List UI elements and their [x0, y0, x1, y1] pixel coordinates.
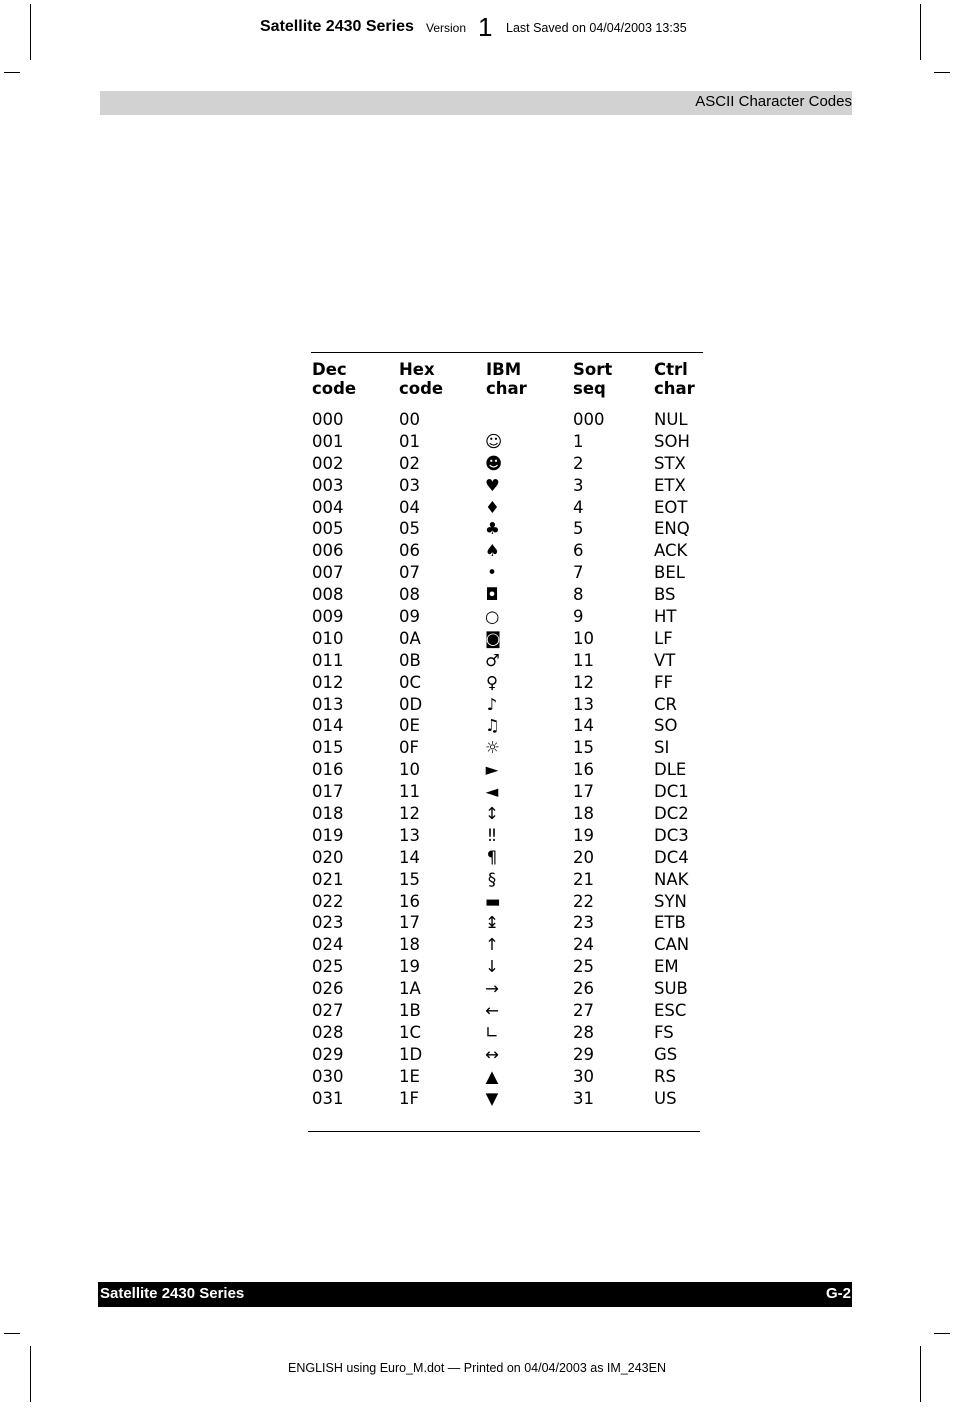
ibm-char-cell: ∟ [485, 1022, 499, 1042]
sort-seq-cell: 15 [573, 738, 594, 758]
ibm-char-cell: ▼ [485, 1088, 499, 1108]
table-row [311, 759, 703, 781]
hex-code-cell: 04 [399, 497, 420, 517]
ibm-char-cell: ↕ [485, 804, 499, 824]
crop-mark [4, 72, 20, 73]
table-row [311, 1000, 703, 1022]
dec-code-cell: 007 [312, 563, 344, 583]
ctrl-char-cell: SO [654, 716, 678, 736]
dec-code-cell: 002 [312, 453, 344, 473]
table-row [311, 825, 703, 847]
ibm-char-cell: ▲ [485, 1066, 499, 1086]
ibm-char-cell: ◘ [485, 585, 499, 605]
sort-seq-cell: 25 [573, 957, 594, 977]
ctrl-char-cell: BEL [654, 563, 685, 583]
table-row [311, 803, 703, 825]
ibm-char-cell: ♂ [485, 650, 500, 670]
crop-mark [934, 1333, 950, 1334]
dec-code-cell: 024 [312, 935, 344, 955]
hex-code-cell: 00 [399, 410, 420, 429]
hex-code-cell: 16 [399, 891, 420, 911]
ctrl-char-cell: SOH [654, 431, 690, 451]
header-version-label: Version [426, 21, 467, 35]
ctrl-char-cell: SI [654, 738, 670, 758]
ctrl-char-cell: FS [654, 1022, 674, 1042]
col-header-hex: Hex code [399, 360, 444, 398]
table-row [311, 540, 703, 562]
hex-code-cell: 0E [399, 716, 420, 736]
sort-seq-cell: 000 [573, 410, 605, 429]
table-row [311, 584, 703, 606]
ibm-char-cell: ◙ [485, 628, 502, 648]
table-top-rule [311, 352, 703, 353]
ibm-char-cell: ♪ [486, 694, 498, 714]
dec-code-cell: 021 [312, 869, 344, 889]
table-row [311, 650, 703, 672]
crop-mark [4, 1333, 20, 1334]
sort-seq-cell: 1 [573, 431, 584, 451]
dec-code-cell: 010 [312, 628, 344, 648]
ibm-char-cell: • [487, 563, 497, 583]
ibm-char-cell: ↨ [485, 913, 499, 933]
dec-code-cell: 006 [312, 541, 344, 561]
ctrl-char-cell: DC1 [654, 782, 689, 802]
ibm-char-cell: ▬ [485, 891, 501, 911]
table-row [311, 562, 703, 584]
ctrl-char-cell: BS [654, 585, 676, 605]
table-row [311, 934, 703, 956]
dec-code-cell: 003 [312, 475, 344, 495]
hex-code-cell: 03 [399, 475, 420, 495]
print-info: ENGLISH using Euro_M.dot — Printed on 04/04/2003 as IM_243EN [288, 1361, 666, 1375]
dec-code-cell: 029 [312, 1044, 344, 1064]
dec-code-cell: 023 [312, 913, 344, 933]
dec-code-cell: 012 [312, 672, 344, 692]
hex-code-cell: 12 [399, 804, 420, 824]
hex-code-cell: 17 [399, 913, 420, 933]
dec-code-cell: 000 [312, 410, 344, 429]
table-body [311, 409, 703, 1110]
dec-code-cell: 004 [312, 497, 344, 517]
sort-seq-cell: 30 [573, 1066, 594, 1086]
col-header-ctrl: Ctrl char [654, 360, 695, 398]
sort-seq-cell: 4 [573, 497, 584, 517]
ibm-char-cell: ☺ [485, 431, 503, 451]
dec-code-cell: 009 [312, 607, 344, 627]
ctrl-char-cell: LF [654, 628, 673, 648]
document-header [0, 12, 954, 42]
sort-seq-cell: 3 [573, 475, 584, 495]
dec-code-cell: 015 [312, 738, 344, 758]
sort-seq-cell: 28 [573, 1022, 594, 1042]
ibm-char-cell: ♫ [485, 716, 500, 736]
sort-seq-cell: 14 [573, 716, 594, 736]
ibm-char-cell: ♀ [485, 672, 499, 692]
ibm-char-cell: ‼ [487, 825, 496, 845]
dec-code-cell: 005 [312, 519, 344, 539]
ctrl-char-cell: ETB [654, 913, 686, 933]
sort-seq-cell: 29 [573, 1044, 594, 1064]
ctrl-char-cell: VT [654, 650, 676, 670]
hex-code-cell: 09 [399, 607, 420, 627]
ctrl-char-cell: HT [654, 607, 677, 627]
ctrl-char-cell: NAK [654, 869, 689, 889]
dec-code-cell: 001 [312, 431, 344, 451]
ctrl-char-cell: STX [654, 453, 686, 473]
table-row [311, 715, 703, 737]
hex-code-cell: 10 [399, 760, 420, 780]
header-title: Satellite 2430 Series [260, 18, 414, 35]
ctrl-char-cell: CAN [654, 935, 690, 955]
ctrl-char-cell: US [654, 1088, 677, 1108]
ctrl-char-cell: RS [654, 1066, 676, 1086]
ibm-char-cell: → [485, 979, 499, 999]
ibm-char-cell: ☻ [485, 453, 503, 473]
hex-code-cell: 0A [399, 628, 421, 648]
col-header-ibm: IBM char [486, 360, 527, 398]
sort-seq-cell: 21 [573, 869, 594, 889]
sort-seq-cell: 6 [573, 541, 584, 561]
ibm-char-cell: ↑ [485, 935, 499, 955]
hex-code-cell: 13 [399, 825, 420, 845]
section-title: ASCII Character Codes [695, 93, 852, 110]
dec-code-cell: 027 [312, 1001, 344, 1021]
footer-title: Satellite 2430 Series [100, 1285, 245, 1302]
ctrl-char-cell: EOT [654, 497, 688, 517]
dec-code-cell: 014 [312, 716, 344, 736]
table-row [311, 978, 703, 1000]
dec-code-cell: 020 [312, 847, 344, 867]
table-row [311, 847, 703, 869]
table-row [311, 891, 703, 913]
hex-code-cell: 08 [399, 585, 420, 605]
ibm-char-cell: ◄ [485, 782, 499, 802]
sort-seq-cell: 26 [573, 979, 594, 999]
ctrl-char-cell: FF [654, 672, 673, 692]
header-saved: Last Saved on 04/04/2003 13:35 [506, 21, 687, 35]
col-header-dec: Dec code [312, 360, 357, 398]
table-row [311, 694, 703, 716]
ibm-char-cell: ☼ [485, 738, 500, 758]
table-row [311, 737, 703, 759]
table-row [311, 409, 703, 431]
ctrl-char-cell: SYN [654, 891, 687, 911]
dec-code-cell: 030 [312, 1066, 344, 1086]
table-row [311, 1066, 703, 1088]
ctrl-char-cell: ESC [654, 1001, 687, 1021]
col-header-sort: Sort seq [573, 360, 613, 398]
hex-code-cell: 11 [399, 782, 420, 802]
table-row [311, 1022, 703, 1044]
page-number: G-2 [825, 1285, 851, 1302]
ctrl-char-cell: EM [654, 957, 679, 977]
hex-code-cell: 1F [399, 1088, 419, 1108]
dec-code-cell: 019 [312, 825, 344, 845]
hex-code-cell: 1E [399, 1066, 420, 1086]
sort-seq-cell: 16 [573, 760, 594, 780]
dec-code-cell: 016 [312, 760, 344, 780]
sort-seq-cell: 7 [573, 563, 584, 583]
ibm-char-cell: § [487, 869, 497, 889]
hex-code-cell: 15 [399, 869, 420, 889]
table-row [311, 518, 703, 540]
hex-code-cell: 01 [399, 431, 420, 451]
sort-seq-cell: 31 [573, 1088, 594, 1108]
ibm-char-cell: ↓ [485, 957, 499, 977]
hex-code-cell: 1B [399, 1001, 421, 1021]
table-row [311, 628, 703, 650]
dec-code-cell: 022 [312, 891, 344, 911]
ctrl-char-cell: SUB [654, 979, 688, 999]
table-bottom-rule [308, 1131, 700, 1132]
table-row [311, 453, 703, 475]
hex-code-cell: 0C [399, 672, 422, 692]
hex-code-cell: 1D [399, 1044, 423, 1064]
ctrl-char-cell: NUL [654, 410, 688, 429]
dec-code-cell: 011 [312, 650, 344, 670]
ctrl-char-cell: GS [654, 1044, 678, 1064]
ibm-char-cell: ↔ [485, 1044, 499, 1064]
ibm-char-cell: ♠ [485, 541, 500, 561]
sort-seq-cell: 13 [573, 694, 594, 714]
dec-code-cell: 031 [312, 1088, 344, 1108]
table-row [311, 956, 703, 978]
dec-code-cell: 028 [312, 1022, 344, 1042]
ctrl-char-cell: DLE [654, 760, 687, 780]
table-row [311, 672, 703, 694]
hex-code-cell: 07 [399, 563, 420, 583]
sort-seq-cell: 19 [573, 825, 594, 845]
sort-seq-cell: 9 [573, 607, 584, 627]
table-row [311, 431, 703, 453]
sort-seq-cell: 8 [573, 585, 584, 605]
ctrl-char-cell: ACK [654, 541, 688, 561]
table-row [311, 1044, 703, 1066]
table-row [311, 606, 703, 628]
table-row [311, 1088, 703, 1110]
ibm-char-cell: ♣ [485, 519, 500, 539]
ctrl-char-cell: ENQ [654, 519, 690, 539]
ibm-char-cell: ♦ [485, 497, 500, 517]
dec-code-cell: 017 [312, 782, 344, 802]
ibm-char-cell: ○ [485, 607, 500, 627]
dec-code-cell: 013 [312, 694, 344, 714]
crop-mark [934, 72, 950, 73]
sort-seq-cell: 18 [573, 804, 594, 824]
table-row [311, 912, 703, 934]
hex-code-cell: 0F [399, 738, 419, 758]
sort-seq-cell: 27 [573, 1001, 594, 1021]
ibm-char-cell: ► [485, 760, 499, 780]
hex-code-cell: 1A [399, 979, 421, 999]
ctrl-char-cell: DC4 [654, 847, 689, 867]
hex-code-cell: 18 [399, 935, 420, 955]
section-bar [100, 91, 852, 115]
sort-seq-cell: 22 [573, 891, 594, 911]
sort-seq-cell: 11 [573, 650, 594, 670]
table-row [311, 869, 703, 891]
sort-seq-cell: 5 [573, 519, 584, 539]
table-row [311, 475, 703, 497]
hex-code-cell: 1C [399, 1022, 422, 1042]
hex-code-cell: 14 [399, 847, 420, 867]
sort-seq-cell: 24 [573, 935, 594, 955]
dec-code-cell: 025 [312, 957, 344, 977]
sort-seq-cell: 12 [573, 672, 594, 692]
sort-seq-cell: 10 [573, 628, 594, 648]
ctrl-char-cell: CR [654, 694, 677, 714]
hex-code-cell: 0B [399, 650, 421, 670]
sort-seq-cell: 23 [573, 913, 594, 933]
header-version-number: 1 [478, 12, 493, 42]
table-row [311, 781, 703, 803]
sort-seq-cell: 2 [573, 453, 584, 473]
hex-code-cell: 02 [399, 453, 420, 473]
dec-code-cell: 026 [312, 979, 344, 999]
hex-code-cell: 0D [399, 694, 423, 714]
sort-seq-cell: 17 [573, 782, 594, 802]
hex-code-cell: 05 [399, 519, 420, 539]
dec-code-cell: 008 [312, 585, 344, 605]
ibm-char-cell: ♥ [485, 475, 500, 495]
ibm-char-cell: ← [485, 1001, 499, 1021]
sort-seq-cell: 20 [573, 847, 594, 867]
ibm-char-cell: ¶ [486, 847, 498, 867]
ctrl-char-cell: DC2 [654, 804, 689, 824]
footer-bar [98, 1282, 852, 1307]
hex-code-cell: 19 [399, 957, 420, 977]
ctrl-char-cell: DC3 [654, 825, 689, 845]
ctrl-char-cell: ETX [654, 475, 686, 495]
hex-code-cell: 06 [399, 541, 420, 561]
table-row [311, 497, 703, 519]
dec-code-cell: 018 [312, 804, 344, 824]
